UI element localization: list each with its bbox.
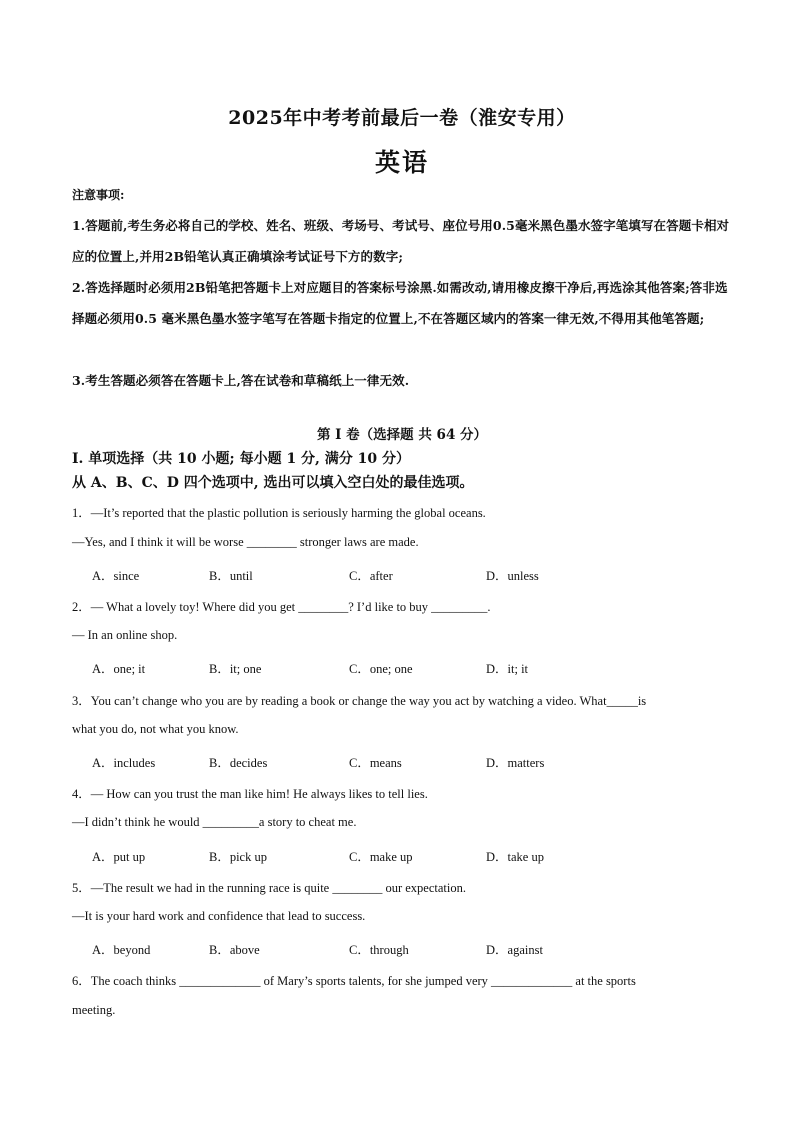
note-item-3: 3.考生答题必须答在答题卡上,答在试卷和草稿纸上一律无效.	[72, 373, 410, 388]
question-4-line-1: 4．— How can you trust the man like him! He always likes to tell lies.	[72, 787, 428, 801]
question-1-line-1: 1．—It’s reported that the plastic pollution is seriously harming the global oceans.	[72, 506, 486, 520]
option-d: D．unless	[486, 569, 539, 583]
question-6-line-1: 6．The coach thinks _____________ of Mary’s sports talents, for she jumped very _____________ at the sports	[72, 974, 636, 988]
notes-heading: 注意事项:	[72, 188, 125, 202]
option-d: D．matters	[486, 756, 545, 770]
option-b: B．it; one	[209, 662, 262, 676]
option-c: C．through	[349, 943, 409, 957]
option-a: A．one; it	[92, 662, 146, 676]
question-3-line-1: 3．You can’t change who you are by reading a book or change the way you act by watching a video. What_____is	[72, 694, 647, 708]
question-5-line-2: —It is your hard work and confidence that lead to success.	[72, 909, 366, 923]
question-2-line-2: — In an online shop.	[72, 628, 178, 642]
option-c: C．after	[349, 569, 393, 583]
option-c: C．one; one	[349, 662, 413, 676]
note-item-2: 2.答选择题时必须用2B铅笔把答题卡上对应题目的答案标号涂黑.如需改动,请用橡皮擦干净后,再选涂其他答案;答非选择题必须用0.5 毫米黑色墨水签字笔写在答题卡指定的位置上,不在答题区域内的答案一律无效,不得用其他笔答题;	[72, 280, 728, 326]
option-d: D．against	[486, 943, 543, 957]
option-d: D．take up	[486, 850, 544, 864]
question-5-line-1: 5．—The result we had in the running race is quite ________ our expectation.	[72, 881, 466, 895]
option-b: B．above	[209, 943, 260, 957]
section-title: 第 I 卷（选择题 共 64 分）	[316, 427, 488, 443]
question-1-line-2: —Yes, and I think it will be worse ________ stronger laws are made.	[72, 535, 419, 549]
question-3-line-2: what you do, not what you know.	[72, 722, 239, 736]
option-a: A．since	[92, 569, 140, 583]
part-instruction: 从 A、B、C、D 四个选项中, 选出可以填入空白处的最佳选项。	[72, 475, 474, 491]
question-2-line-1: 2．— What a lovely toy! Where did you get ________? I’d like to buy _________.	[72, 600, 491, 614]
part-heading: I. 单项选择（共 10 小题; 每小题 1 分, 满分 10 分）	[72, 451, 411, 467]
option-c: C．make up	[349, 850, 413, 864]
option-b: B．decides	[209, 756, 268, 770]
option-a: A．beyond	[92, 943, 151, 957]
option-a: A．includes	[92, 756, 156, 770]
option-a: A．put up	[92, 850, 146, 864]
exam-title: 2025年中考考前最后一卷（淮安专用）	[228, 107, 576, 129]
option-d: D．it; it	[486, 662, 529, 676]
question-4-line-2: —I didn’t think he would _________a story to cheat me.	[72, 815, 357, 829]
option-b: B．until	[209, 569, 253, 583]
option-c: C．means	[349, 756, 402, 770]
option-b: B．pick up	[209, 850, 267, 864]
question-6-line-2: meeting.	[72, 1003, 116, 1017]
subject-title: 英语	[374, 148, 429, 177]
note-item-1: 1.答题前,考生务必将自己的学校、姓名、班级、考场号、考试号、座位号用0.5毫米黑色墨水签字笔填写在答题卡相对应的位置上,并用2B铅笔认真正确填涂考试证号下方的数字;	[72, 218, 730, 264]
